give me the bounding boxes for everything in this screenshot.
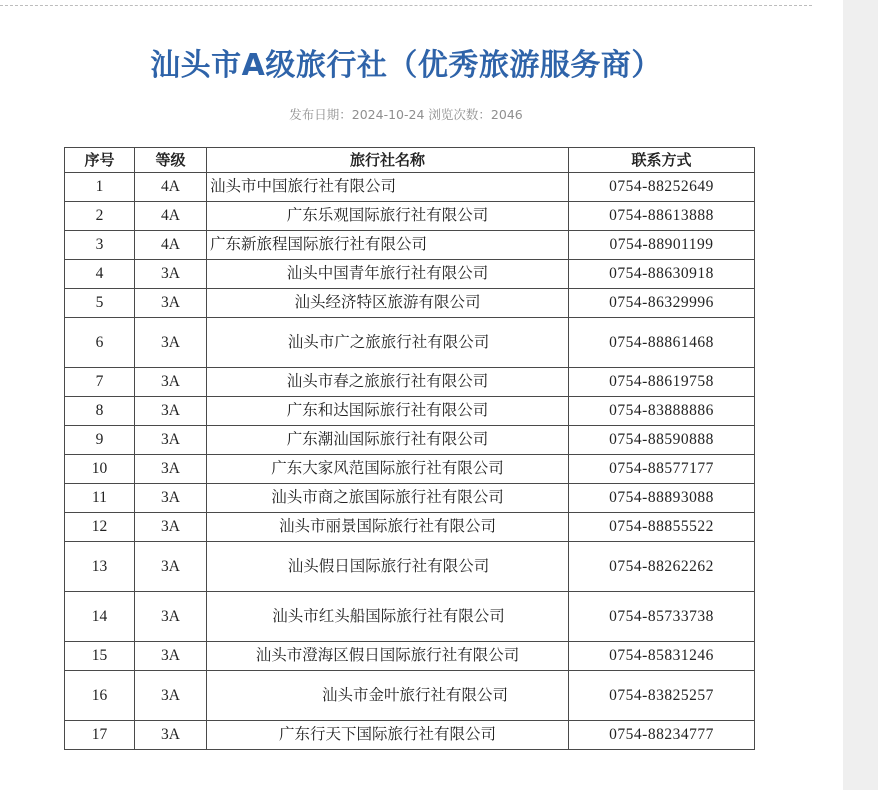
seq-cell: 1	[65, 173, 135, 202]
phone-cell: 0754-88861468	[569, 318, 755, 368]
level-cell: 3A	[135, 542, 207, 592]
right-gutter	[843, 0, 878, 790]
phone-cell: 0754-88590888	[569, 426, 755, 455]
table-row	[65, 289, 755, 318]
seq-cell: 9	[65, 426, 135, 455]
seq-cell: 4	[65, 260, 135, 289]
agency-name-cell: 汕头市丽景国际旅行社有限公司	[207, 513, 569, 542]
agency-name-cell: 广东和达国际旅行社有限公司	[207, 397, 569, 426]
phone-cell: 0754-86329996	[569, 289, 755, 318]
level-cell: 3A	[135, 513, 207, 542]
phone-cell: 0754-88252649	[569, 173, 755, 202]
agency-name-cell: 汕头市春之旅旅行社有限公司	[207, 368, 569, 397]
agency-name-cell: 广东行天下国际旅行社有限公司	[207, 721, 569, 750]
level-cell: 3A	[135, 484, 207, 513]
level-cell: 3A	[135, 426, 207, 455]
level-cell: 4A	[135, 231, 207, 260]
article-meta	[0, 105, 812, 123]
agency-name-cell: 广东新旅程国际旅行社有限公司	[207, 231, 569, 260]
level-cell: 3A	[135, 592, 207, 642]
table-row	[65, 397, 755, 426]
level-cell: 3A	[135, 671, 207, 721]
agency-name-cell: 汕头市澄海区假日国际旅行社有限公司	[207, 642, 569, 671]
table-row	[65, 592, 755, 642]
seq-cell: 7	[65, 368, 135, 397]
view-count: 2046	[490, 107, 523, 122]
header-level: 等级	[135, 148, 207, 173]
table-header-row	[65, 148, 755, 173]
table-row	[65, 671, 755, 721]
publish-date: 2024-10-24	[351, 107, 425, 122]
view-count-label: 浏览次数：	[428, 107, 491, 122]
table-row	[65, 368, 755, 397]
phone-cell: 0754-88893088	[569, 484, 755, 513]
agency-name-cell: 汕头市红头船国际旅行社有限公司	[207, 592, 569, 642]
table-row	[65, 642, 755, 671]
table-row	[65, 426, 755, 455]
agency-name-cell: 广东乐观国际旅行社有限公司	[207, 202, 569, 231]
seq-cell: 17	[65, 721, 135, 750]
seq-cell: 5	[65, 289, 135, 318]
seq-cell: 14	[65, 592, 135, 642]
seq-cell: 6	[65, 318, 135, 368]
level-cell: 3A	[135, 397, 207, 426]
agency-name-cell: 汕头市广之旅旅行社有限公司	[207, 318, 569, 368]
phone-cell: 0754-88234777	[569, 721, 755, 750]
top-divider	[0, 5, 812, 6]
table-row	[65, 455, 755, 484]
seq-cell: 3	[65, 231, 135, 260]
publish-date-label: 发布日期：	[289, 107, 352, 122]
phone-cell: 0754-85831246	[569, 642, 755, 671]
level-cell: 4A	[135, 202, 207, 231]
level-cell: 3A	[135, 642, 207, 671]
page-title: 汕头市A级旅行社（优秀旅游服务商）	[150, 48, 662, 83]
level-cell: 4A	[135, 173, 207, 202]
table-row	[65, 484, 755, 513]
phone-cell: 0754-88630918	[569, 260, 755, 289]
level-cell: 3A	[135, 289, 207, 318]
agency-name-cell: 汕头经济特区旅游有限公司	[207, 289, 569, 318]
agency-name-cell: 广东潮汕国际旅行社有限公司	[207, 426, 569, 455]
table-row	[65, 318, 755, 368]
phone-cell: 0754-85733738	[569, 592, 755, 642]
phone-cell: 0754-83888886	[569, 397, 755, 426]
agency-name-cell: 汕头市商之旅国际旅行社有限公司	[207, 484, 569, 513]
phone-cell: 0754-83825257	[569, 671, 755, 721]
agency-name-cell: 广东大家风范国际旅行社有限公司	[207, 455, 569, 484]
header-name: 旅行社名称	[207, 148, 569, 173]
seq-cell: 12	[65, 513, 135, 542]
level-cell: 3A	[135, 455, 207, 484]
level-cell: 3A	[135, 721, 207, 750]
seq-cell: 8	[65, 397, 135, 426]
table-row	[65, 542, 755, 592]
table-row	[65, 513, 755, 542]
header-seq: 序号	[65, 148, 135, 173]
phone-cell: 0754-88855522	[569, 513, 755, 542]
table-row	[65, 721, 755, 750]
level-cell: 3A	[135, 260, 207, 289]
seq-cell: 16	[65, 671, 135, 721]
table-row	[65, 260, 755, 289]
level-cell: 3A	[135, 318, 207, 368]
agency-name-cell: 汕头中国青年旅行社有限公司	[207, 260, 569, 289]
phone-cell: 0754-88613888	[569, 202, 755, 231]
seq-cell: 2	[65, 202, 135, 231]
seq-cell: 11	[65, 484, 135, 513]
agency-table	[64, 147, 755, 750]
phone-cell: 0754-88619758	[569, 368, 755, 397]
header-phone: 联系方式	[569, 148, 755, 173]
phone-cell: 0754-88577177	[569, 455, 755, 484]
seq-cell: 13	[65, 542, 135, 592]
seq-cell: 15	[65, 642, 135, 671]
agency-name-cell: 汕头市中国旅行社有限公司	[207, 173, 569, 202]
table-row	[65, 173, 755, 202]
level-cell: 3A	[135, 368, 207, 397]
table-row	[65, 202, 755, 231]
seq-cell: 10	[65, 455, 135, 484]
phone-cell: 0754-88901199	[569, 231, 755, 260]
table-row	[65, 231, 755, 260]
agency-name-cell: 汕头假日国际旅行社有限公司	[207, 542, 569, 592]
agency-name-cell: 汕头市金叶旅行社有限公司	[207, 671, 569, 721]
phone-cell: 0754-88262262	[569, 542, 755, 592]
